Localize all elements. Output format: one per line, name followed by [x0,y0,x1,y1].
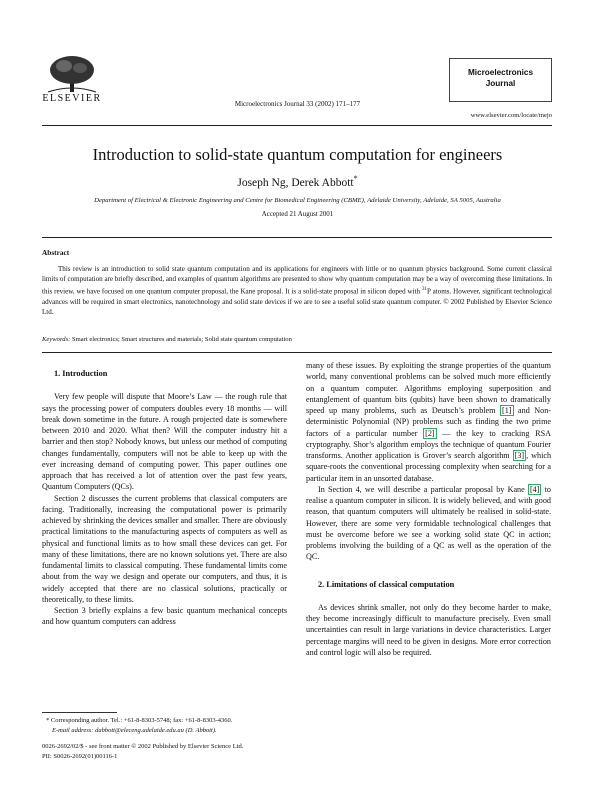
left-column [42,360,287,628]
abstract-superscript: 31 [422,286,427,292]
journal-url-link[interactable]: www.elsevier.com/locate/mejo [470,112,552,119]
corresponding-author-footnote [42,716,292,736]
continued-text-a: many of these issues. By exploiting the strange properties of the quantum world, many conventional problems can be solved much more efficiently on a quantum computer. Algorithms employing superposition and entanglement of quantum bits (qubits) have been shown to dramatically speed up many problems, such as Deutsch’s problem [306,361,551,415]
abstract-text-part2: P atoms. However, significant technological advances will be required in smart electronics, nanotechnology and solid state devices if we are to see a useful solid state quantum computer. © 2002 Published by Elsevier Science Ltd. [42,287,552,316]
journal-name-box [449,58,552,102]
corresponding-author-mark[interactable]: * [353,174,358,183]
abstract-heading: Abstract [42,248,70,257]
para4-text-a: In Section 4, we will describe a particular proposal by Kane [318,484,528,494]
journal-name-line1: Microelectronics [467,68,534,77]
sec1-continued-paragraph [306,360,551,484]
keywords-list: Smart electronics; Smart structures and materials; Solid state quantum computation [70,336,292,343]
elsevier-logo [42,54,102,102]
sec1-paragraph-1: Very few people will dispute that Moore’s Law — the rough rule that says the processing power of computers doubles every 18 months — will break down sometime in the future. A rough projected date is somewhere between 2010 and 2020. What then? Will the computer industry hit a barrier and then stop? Nobody knows, but unless our method of computing changes fundamentally, computers will not be able to keep up with the ever increasing demand of computing power. This paper outlines one approach that has received a lot of attention over the past few years, Quantum Computers (QCs). [42,392,287,492]
article-authors [0,174,595,189]
keywords-label: Keywords: [42,336,71,343]
abstract-text-part1: This review is an introduction to solid state quantum computation and its applications for engineers with little or no quantum physics background. Some current classical limits of computation are briefly described, and examples of quantum algorithms are presented to show why quantum computation may be a way of overcoming these limitations. In this review, we have focused on one quantum computer proposal, the Kane proposal. It is a solid-state proposal in silicon doped with [42,265,552,296]
section-1-heading: 1. Introduction [54,369,108,378]
sec1-paragraph-3: Section 3 briefly explains a few basic quantum mechanical concepts and how quantum computers can address [42,606,287,627]
keywords-line [42,336,552,343]
reference-link-3[interactable]: [3] [514,451,525,460]
author-names: Joseph Ng, Derek Abbott [237,176,354,189]
reference-link-1[interactable]: [1] [502,406,512,415]
issn-line: 0026-2692/02/$ - see front matter © 2002 Published by Elsevier Science Ltd. [42,743,244,750]
author-affiliation: Department of Electrical & Electronic Engineering and Centre for Biomedical Engineering (CBME), Adelaide University, Adelaide, SA 5005, Australia [94,197,501,204]
reference-link-2[interactable]: [2] [425,428,435,438]
footnote-rule [42,712,117,713]
section-2-heading: 2. Limitations of classical computation [318,579,455,589]
journal-name-line2: Journal [485,79,516,88]
sec1-paragraph-2: Section 2 discusses the current problems that classical computers are facing. Traditionally, increasing the computational power is primarily achieved by shrinking the devices smaller and smaller. There are obviously practical limitations to the manufacturing aspects of computers as well as physical and functional limits as to how small these devices can get. For many of these limitations, there are no known solutions yet. There are also fundamental limits to classical computing. These fundamental limits come about from the way we design and operate our computers, and thus, it is widely accepted that there are no classical solutions, practically or theoretically, to these limits. [42,493,287,604]
reference-link-4[interactable]: [4] [529,484,540,494]
right-column [306,360,551,658]
continued-text-b: and Non-deterministic Polynomial (NP) problems such as finding the two prime factors of a particular number [306,406,551,438]
para4-text-b: to realise a quantum computer in silicon. It is widely believed, and with good reason, that quantum computers will ultimately be realised in solid-state. However, there are some very formidable technological challenges that must be overcome before we see a working solid state QC in action; problems involving the building of a QC as well as the operation of the QC. [306,484,551,562]
header-rule [42,125,552,126]
corresponding-contact: * Corresponding author. Tel.: +61-8-8303-5748; fax: +61-8-8303-4360. [46,717,233,724]
email-footnote[interactable]: E-mail address: dabbott@eleceng.adelaide.edu.au (D. Abbott). [52,726,217,734]
abstract-top-rule [42,237,552,238]
abstract-bottom-rule [42,352,552,353]
copyright-footnote [42,742,312,762]
abstract-text [42,264,552,317]
publisher-name: ELSEVIER [42,93,102,104]
continued-text-d: , which square-roots the conventional processing complexity when searching for a particular item in an unsorted database. [306,451,552,483]
tree-logo-icon [42,54,102,94]
pii-line: PII: S0026-2692(01)00116-1 [42,752,118,760]
sec1-paragraph-4 [306,484,551,563]
continued-text-c: — the key to cracking RSA cryptography. Shor’s algorithm employs the technique of quantum Fourier transforms. Another application is Grover’s search algorithm [306,428,551,460]
journal-citation: Microelectronics Journal 33 (2002) 171–177 [234,100,361,108]
sec2-paragraph-1: As devices shrink smaller, not only do they become harder to make, they become increasingly difficult to manufacture precisely. Even small uncertainties can result in large variations in device characteristics. Larger percentage margins will need to be given in designs. More error correction and control logic will also be required. [306,602,551,657]
article-title: Introduction to solid-state quantum computation for engineers [92,145,503,164]
accepted-date: Accepted 21 August 2001 [261,211,334,218]
